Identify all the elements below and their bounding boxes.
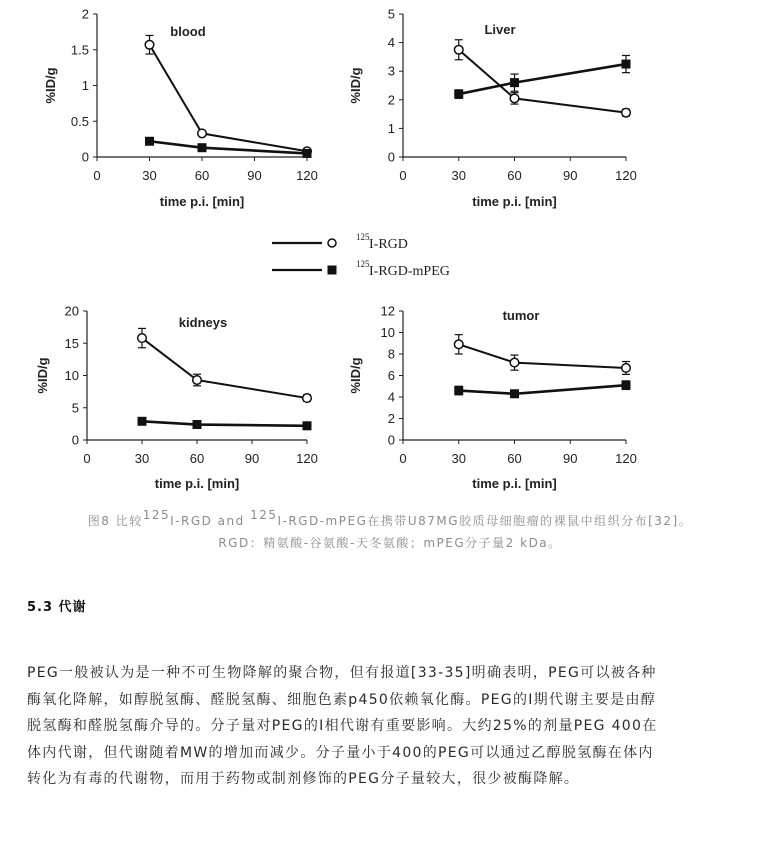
caption-text-2: I-RGD and xyxy=(170,514,251,528)
panel-title: Liver xyxy=(484,22,516,37)
data-point-circle xyxy=(510,94,519,103)
y-tick-label: 12 xyxy=(380,303,395,319)
data-point-square xyxy=(303,149,312,158)
y-axis-label: %ID/g xyxy=(348,67,363,104)
y-tick-label: 1.5 xyxy=(70,42,89,58)
y-tick-label: 0 xyxy=(71,432,79,448)
figure-caption-line-1 xyxy=(0,508,780,529)
y-tick-label: 10 xyxy=(380,325,395,340)
y-tick-label: 4 xyxy=(387,35,395,51)
y-tick-label: 4 xyxy=(387,389,395,405)
x-tick-label: 120 xyxy=(615,168,637,183)
paragraph-line: 酶氧化降解，如醇脱氢酶、醛脱氢酶、细胞色素p450依赖氧化酶。PEG的I期代谢主要是由醇 xyxy=(27,691,657,708)
x-tick-label: 0 xyxy=(83,451,91,466)
x-tick-label: 30 xyxy=(142,168,157,183)
x-tick-label: 60 xyxy=(507,168,522,183)
series-line xyxy=(459,385,626,394)
y-tick-label: 1 xyxy=(387,120,395,136)
y-tick-label: 0 xyxy=(81,149,89,165)
figure-caption-line-2: RGD：精氨酸-谷氨酸-天冬氨酸；mPEG分子量2 kDa。 xyxy=(218,536,562,550)
paragraph-line: PEG一般被认为是一种不可生物降解的聚合物，但有报道[33-35]明确表明，PEG可以被各种 xyxy=(27,665,657,681)
x-axis-label: time p.i. [min] xyxy=(472,194,557,209)
x-tick-label: 60 xyxy=(194,168,210,183)
data-point-circle xyxy=(510,358,519,367)
y-tick-label: 15 xyxy=(64,335,79,351)
data-point-circle xyxy=(303,394,312,403)
y-axis-label: %ID/g xyxy=(348,357,363,394)
data-point-square xyxy=(622,381,631,390)
chart-panel-0 xyxy=(43,7,318,210)
legend-superscript: 125 xyxy=(356,259,370,269)
x-tick-label: 30 xyxy=(451,168,466,183)
x-tick-label: 30 xyxy=(451,451,466,466)
x-tick-label: 30 xyxy=(134,451,150,466)
y-tick-label: 5 xyxy=(71,400,79,416)
x-tick-label: 60 xyxy=(507,451,522,466)
x-tick-label: 0 xyxy=(93,168,101,183)
data-point-circle xyxy=(622,108,631,117)
x-tick-label: 90 xyxy=(247,168,262,183)
chart-panel-3 xyxy=(348,304,637,492)
data-point-square xyxy=(193,420,202,429)
y-tick-label: 5 xyxy=(387,6,395,22)
y-axis-label: %ID/g xyxy=(35,357,50,394)
y-tick-label: 10 xyxy=(64,368,79,383)
x-axis-label: time p.i. [min] xyxy=(159,194,245,209)
y-tick-label: 0.5 xyxy=(70,113,89,129)
data-point-circle xyxy=(145,40,154,49)
figure-legend xyxy=(272,232,450,279)
chart-panel-2 xyxy=(35,304,318,492)
x-tick-label: 120 xyxy=(615,451,637,466)
paragraph-line: 转化为有毒的代谢物，而用于药物或制剂修饰的PEG分子量较大，很少被酶降解。 xyxy=(27,771,580,787)
series-line xyxy=(150,45,308,152)
paragraph-line: 体内代谢，但代谢随着MW的增加而减少。分子量小于400的PEG可以通过乙醇脱氢酶在体内 xyxy=(27,744,654,761)
caption-sup-1: 125 xyxy=(142,508,171,522)
series-line xyxy=(459,344,626,368)
y-tick-label: 20 xyxy=(64,303,79,319)
caption-sup-2: 125 xyxy=(250,508,278,522)
y-tick-label: 0 xyxy=(387,432,395,448)
x-tick-label: 0 xyxy=(399,451,407,466)
y-tick-label: 8 xyxy=(387,346,395,362)
x-tick-label: 90 xyxy=(244,451,260,466)
chart-panel-1 xyxy=(348,7,637,210)
data-point-circle xyxy=(454,45,463,54)
y-tick-label: 3 xyxy=(387,63,395,79)
series-line xyxy=(459,50,626,113)
data-point-square xyxy=(303,421,312,430)
data-point-circle xyxy=(454,340,463,349)
y-tick-label: 0 xyxy=(387,149,395,165)
legend-label: I-RGD-mPEG xyxy=(369,264,450,279)
data-point-square xyxy=(454,386,463,395)
data-point-square xyxy=(454,90,463,99)
data-point-square xyxy=(145,137,154,146)
x-tick-label: 120 xyxy=(296,451,318,466)
x-tick-label: 90 xyxy=(563,451,578,466)
y-tick-label: 2 xyxy=(81,6,89,22)
x-tick-label: 0 xyxy=(399,168,407,183)
legend-superscript: 125 xyxy=(356,232,370,242)
caption-text-3: I-RGD-mPEG在携带U87MG胶质母细胞瘤的裸鼠中组织分布[32]。 xyxy=(277,514,693,528)
panel-title: blood xyxy=(170,24,206,39)
data-point-square xyxy=(138,417,147,426)
paragraph-line: 脱氢酶和醛脱氢酶介导的。分子量对PEG的I相代谢有重要影响。大约25%的剂量PEG 400在 xyxy=(27,718,658,734)
data-point-square xyxy=(510,389,519,398)
x-axis-label: time p.i. [min] xyxy=(472,476,557,491)
section-heading: 5.3 代谢 xyxy=(27,600,87,615)
data-point-circle xyxy=(138,334,147,343)
y-tick-label: 2 xyxy=(387,411,395,426)
data-point-circle xyxy=(193,376,202,385)
x-tick-label: 120 xyxy=(296,168,318,183)
legend-marker-circle xyxy=(328,239,336,247)
x-tick-label: 90 xyxy=(563,168,578,183)
y-axis-label: %ID/g xyxy=(43,67,58,104)
legend-marker-square xyxy=(328,266,337,275)
x-tick-label: 60 xyxy=(189,451,205,466)
y-tick-label: 2 xyxy=(387,92,395,108)
panel-title: tumor xyxy=(502,308,540,323)
series-line xyxy=(142,338,307,398)
panel-title: kidneys xyxy=(178,315,228,330)
data-point-circle xyxy=(622,364,631,373)
y-tick-label: 1 xyxy=(81,78,89,93)
series-line xyxy=(142,421,307,426)
y-tick-label: 6 xyxy=(387,368,395,383)
data-point-square xyxy=(510,78,519,87)
x-axis-label: time p.i. [min] xyxy=(154,476,240,491)
data-point-square xyxy=(622,60,631,69)
data-point-square xyxy=(198,143,207,152)
series-line xyxy=(459,64,626,94)
caption-text-1: 图8 比较 xyxy=(87,514,143,528)
data-point-circle xyxy=(198,129,207,138)
legend-label: I-RGD xyxy=(369,237,408,252)
section-body xyxy=(27,660,757,793)
